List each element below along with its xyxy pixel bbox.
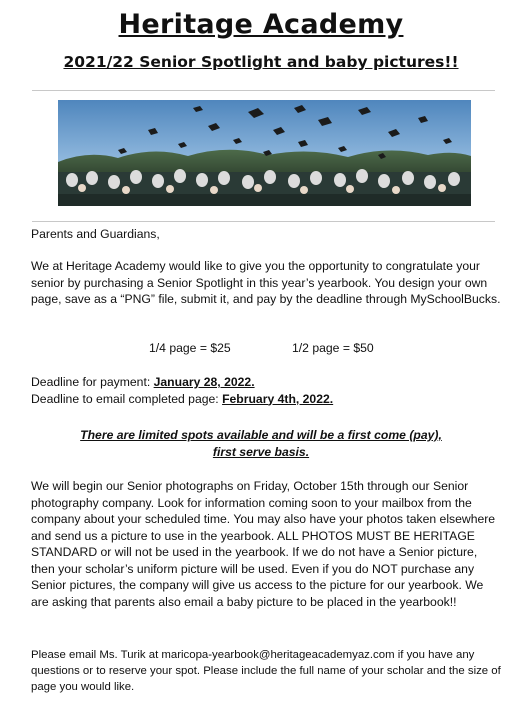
limited-spots-notice (0, 427, 522, 460)
payment-deadline (31, 374, 501, 391)
email-deadline-date: February 4th, 2022. (222, 391, 334, 406)
senior-photos-text: We will begin our Senior photographs on Friday, October 15th through our Senior photography company. Look for information coming soon to your mailbox from the company about your scheduled time. You may also have your photos taken elsewhere and send us a picture to use in the yearbook. ALL PHOTOS MUST BE HERITAGE STANDARD or will not be used in the yearbook. If we do not have a Senior picture, then your scholar’s uniform picture will be used. Even if you do NOT purchase any Senior pictures, the company will give us access to the picture for our yearbook. We are asking that parents also email a baby picture to be placed in the yearbook!! (31, 479, 496, 609)
limited-line-1: There are limited spots available and will be a first come (pay), (80, 428, 442, 442)
page-subtitle: 2021/22 Senior Spotlight and baby pictures!! (63, 53, 459, 71)
contact-text: Please email Ms. Turik at maricopa-yearbook@heritageacademyaz.com if you have any questions or to reserve your spot. Please include the full name of your scholar and the size of page you would like. (31, 649, 501, 693)
email-deadline (31, 391, 501, 408)
email-deadline-label: Deadline to email completed page: (31, 391, 223, 406)
greeting (31, 226, 501, 243)
contact-paragraph (31, 648, 501, 695)
greeting-text: Parents and Guardians, (31, 227, 160, 241)
page-title: Heritage Academy (118, 9, 404, 40)
top-divider (32, 90, 495, 91)
senior-photos-paragraph (31, 478, 501, 610)
graduation-caps-photo (58, 100, 471, 206)
payment-deadline-label: Deadline for payment: (31, 375, 154, 389)
intro-text: We at Heritage Academy would like to give you the opportunity to congratulate your senior by purchasing a Senior Spotlight in this year’s yearbook. You design your own page, save as a “PNG” file, submit it, and pay by the deadline through MySchoolBucks. (31, 259, 501, 306)
deadlines (31, 374, 501, 407)
price-quarter-page: 1/4 page = $25 (149, 341, 231, 355)
intro-paragraph (31, 258, 501, 308)
price-half-page: 1/2 page = $50 (292, 341, 374, 355)
limited-line-2: first serve basis. (212, 444, 310, 459)
bottom-divider (32, 221, 495, 222)
payment-deadline-date: January 28, 2022. (153, 375, 255, 389)
